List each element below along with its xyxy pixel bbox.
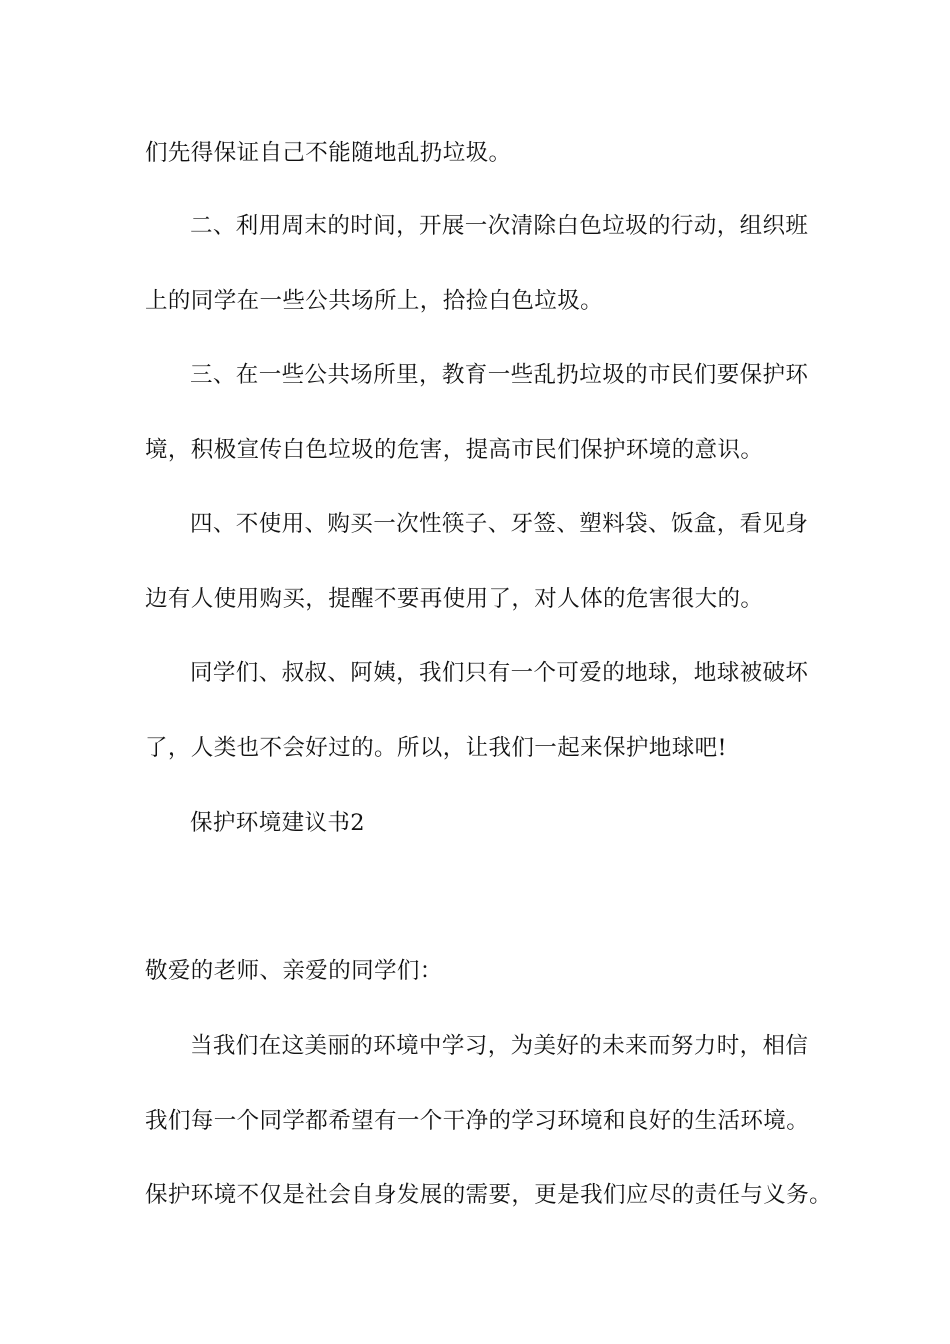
paragraph-line: 三、在一些公共场所里，教育一些乱扔垃圾的市民们要保护环 <box>190 362 809 388</box>
paragraph-line: 境，积极宣传白色垃圾的危害，提高市民们保护环境的意识。 <box>145 437 764 463</box>
paragraph-line: 当我们在这美丽的环境中学习，为美好的未来而努力时，相信 <box>190 1033 809 1059</box>
paragraph-line: 边有人使用购买，提醒不要再使用了，对人体的危害很大的。 <box>145 586 764 612</box>
paragraph-line: 我们每一个同学都希望有一个干净的学习环境和良好的生活环境。 <box>145 1108 810 1134</box>
paragraph-line: 了，人类也不会好过的。所以，让我们一起来保护地球吧! <box>145 735 727 761</box>
salutation: 敬爱的老师、亲爱的同学们： <box>145 958 443 984</box>
paragraph-line: 们先得保证自己不能随地乱扔垃圾。 <box>145 140 512 166</box>
paragraph-line: 保护环境不仅是社会自身发展的需要，更是我们应尽的责任与义务。 <box>145 1182 833 1208</box>
paragraph-line: 二、利用周末的时间，开展一次清除白色垃圾的行动，组织班 <box>190 213 809 239</box>
paragraph-line: 同学们、叔叔、阿姨，我们只有一个可爱的地球，地球被破坏 <box>190 660 809 686</box>
paragraph-line: 上的同学在一些公共场所上，拾捡白色垃圾。 <box>145 288 604 314</box>
paragraph-line: 四、不使用、购买一次性筷子、牙签、塑料袋、饭盒，看见身 <box>190 511 809 537</box>
section-title: 保护环境建议书2 <box>190 810 366 836</box>
